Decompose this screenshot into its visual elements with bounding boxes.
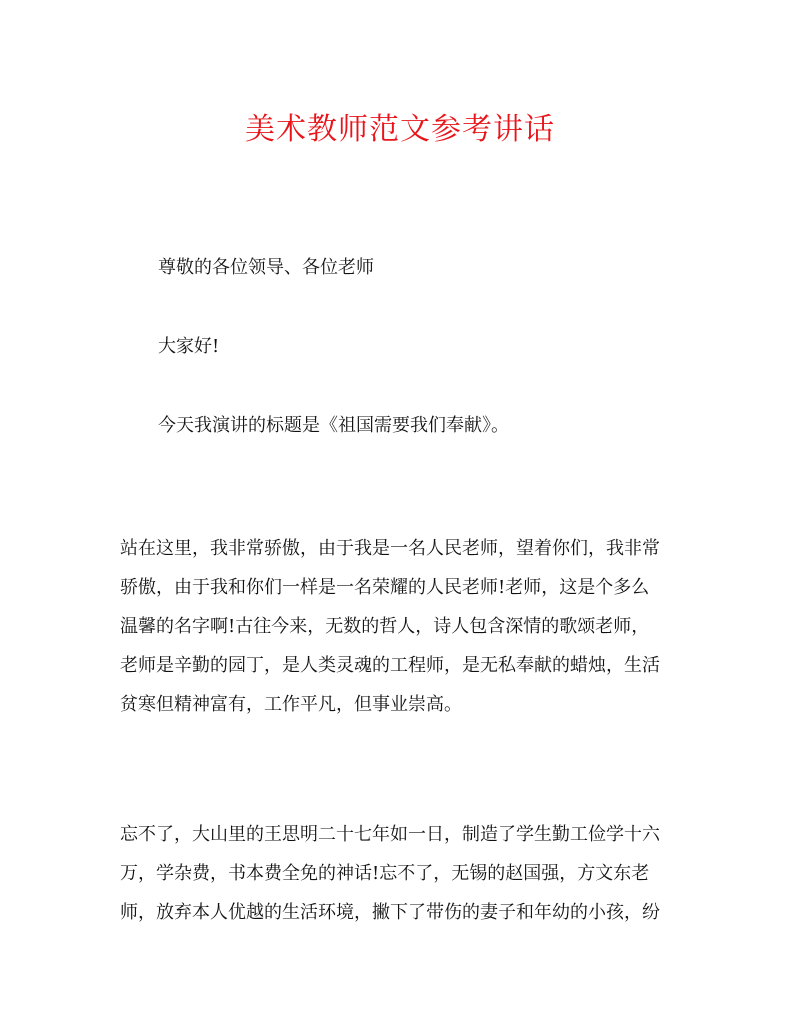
paragraph-2-line: 师，放弃本人优越的生活环境，撇下了带伤的妻子和年幼的小孩，纷 (120, 902, 660, 923)
paragraph-1 (120, 529, 680, 724)
paragraph-2 (120, 815, 680, 932)
paragraph-2-line: 万，学杂费，书本费全免的神话!忘不了，无锡的赵国强，方文东老 (120, 863, 650, 884)
document-title: 美术教师范文参考讲话 (245, 112, 555, 147)
paragraph-2-line: 忘不了，大山里的王思明二十七年如一日，制造了学生勤工俭学十六 (120, 824, 660, 845)
paragraph-1-line: 温馨的名字啊!古往今来，无数的哲人，诗人包含深情的歌颂老师， (120, 616, 650, 637)
topic-line: 今天我演讲的标题是《祖国需要我们奉献》。 (158, 415, 509, 436)
hello-line: 大家好! (158, 336, 220, 357)
paragraph-1-line: 老师是辛勤的园丁，是人类灵魂的工程师，是无私奉献的蜡烛，生活 (120, 655, 660, 676)
paragraph-1-line: 站在这里，我非常骄傲，由于我是一名人民老师，望着你们，我非常 (120, 538, 660, 559)
greeting-line: 尊敬的各位领导、各位老师 (158, 257, 374, 278)
paragraph-1-line: 骄傲，由于我和你们一样是一名荣耀的人民老师!老师，这是个多么 (120, 577, 650, 598)
paragraph-1-line: 贫寒但精神富有，工作平凡，但事业崇高。 (120, 694, 462, 715)
